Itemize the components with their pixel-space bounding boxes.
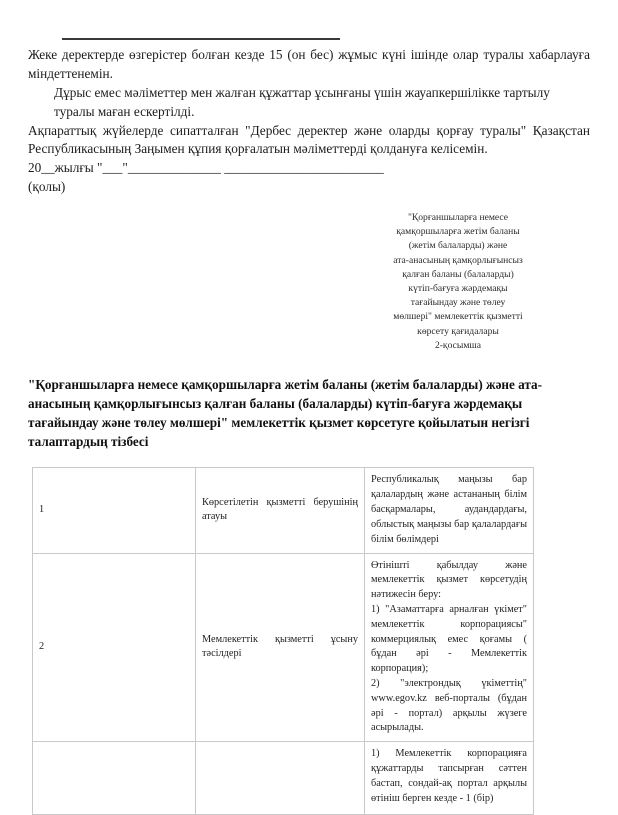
table-cell-number xyxy=(33,742,196,815)
annex-caption-line: ата-анасының қамқорлығынсыз xyxy=(393,254,523,266)
page-title: "Қорғаншыларға немесе қамқоршыларға жетім баланы (жетім балаларды) және ата-анасының қамқорлығынсыз қалған баланы (балаларды) күтіп-бағуға жәрдемақы тағайындау және төлеу мөлшері" мемлекеттік қызмет көрсетуге қойылатын негізгі талаптардың тізбесі xyxy=(28,376,543,450)
paragraph-notification-obligation: Жеке деректерде өзгерістер болған кезде 15 (он бес) жұмыс күні ішінде олар туралы хабарлауға міндеттенемін. xyxy=(28,47,590,81)
horizontal-rule xyxy=(62,38,340,40)
annex-caption-line: көрсету қағидалары xyxy=(417,325,499,337)
table-cell-number: 1 xyxy=(33,468,196,553)
cell-paragraph: 1) "Азаматтарға арналған үкімет" мемлекеттік корпорациясы" коммерциялық емес қоғамы ( бұдан әрі - Мемлекеттік корпорация); xyxy=(371,603,527,675)
table-cell-requirement-value xyxy=(365,742,534,815)
annex-caption-line: тағайындау және төлеу xyxy=(410,297,506,309)
top-rule-container xyxy=(28,0,590,40)
table-cell-requirement-value xyxy=(365,553,534,742)
annex-caption-line: қамқоршыларға жетім баланы xyxy=(396,226,520,238)
date-signature-line: 20__жылғы "___"______________ ________________________ xyxy=(28,160,384,176)
signature-label: (қолы) xyxy=(28,179,66,195)
table-row xyxy=(33,742,534,815)
table-row xyxy=(33,468,534,553)
paragraph-data-protection-consent: Ақпараттық жүйелерде сипатталған "Дербес деректер және оларды қорғау туралы" Қазақстан Республикасының Заңымен құпия қорғалатын мәліметтерді қолдануға келісемін. xyxy=(28,122,590,157)
table-cell-requirement-name: Мемлекеттік қызметті ұсыну тәсілдері xyxy=(196,553,365,742)
paragraph-liability-warning: Дұрыс емес мәліметтер мен жалған құжаттар ұсынғаны үшін жауапкершілікке тартылу xyxy=(54,84,550,100)
annex-caption-line: мөлшері" мемлекеттік қызметті xyxy=(393,311,523,323)
annex-caption-line: "Қорғаншыларға немесе xyxy=(407,212,509,223)
annex-caption xyxy=(342,211,574,353)
table-cell-number: 2 xyxy=(33,553,196,742)
annex-number: 2-қосымша xyxy=(434,339,482,351)
table-row xyxy=(33,553,534,742)
annex-caption-line: (жетім балаларды) және xyxy=(408,240,508,252)
table-cell-requirement-value xyxy=(365,468,534,553)
cell-paragraph: 1) Мемлекеттік корпорацияға құжаттарды тапсырған сәттен бастап, сондай-ақ портал арқылы өтініш берген кезде - 1 (бір) xyxy=(371,748,527,804)
table-cell-requirement-name: Көрсетілетін қызметті берушінің атауы xyxy=(196,468,365,553)
annex-caption-line: күтіп-бағуға жәрдемақы xyxy=(408,282,508,294)
cell-paragraph: Өтінішті қабылдау және мемлекеттік қызмет көрсетудің нәтижесін беру: xyxy=(371,559,527,601)
cell-paragraph: 2) "электрондық үкіметтің" www.egov.kz веб-порталы (бұдан әрі - портал) арқылы жүзеге асырылады. xyxy=(371,678,527,734)
cell-paragraph: Республикалық маңызы бар қалалардың және астананың білім басқармалары, аудандардағы, облыстық маңызы бар қалалардағы білім бөлімдері xyxy=(371,474,527,545)
annex-caption-line: қалған баланы (балаларды) xyxy=(402,268,514,280)
body-paragraphs xyxy=(28,46,590,197)
requirements-table xyxy=(32,467,534,815)
table-cell-requirement-name xyxy=(196,742,365,815)
paragraph-warning-continuation: туралы маған ескертілді. xyxy=(54,103,195,119)
